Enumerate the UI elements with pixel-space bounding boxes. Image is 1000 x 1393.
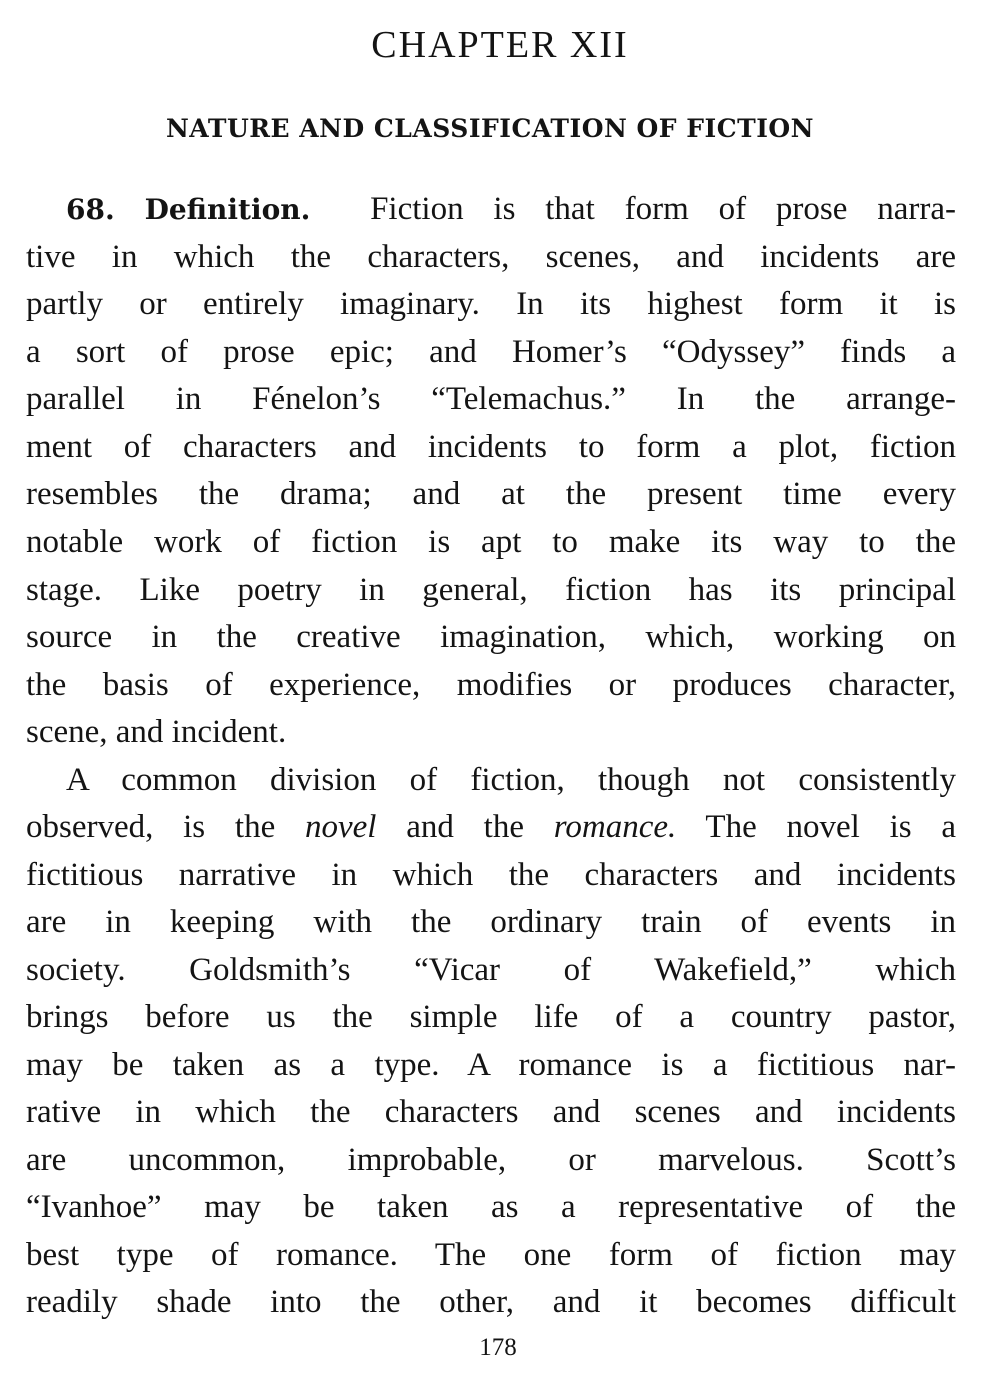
paragraph-2-line: readily shade into the other, and it becomes difficult <box>26 1284 956 1320</box>
paragraph-2-line: may be taken as a type. A romance is a fictitious nar- <box>26 1047 956 1083</box>
chapter-label: CHAPTER XII <box>371 24 629 66</box>
paragraph-1-line <box>66 185 956 233</box>
paragraph-1-line: a sort of prose epic; and Homer’s “Odyssey” finds a <box>26 334 956 370</box>
section-number: 68. <box>66 193 115 226</box>
paragraph-2-line: best type of romance. The one form of fiction may <box>26 1237 956 1273</box>
line-text: Fiction is that form of prose narra- <box>370 191 956 227</box>
paragraph-2-line: brings before us the simple life of a country pastor, <box>26 999 956 1035</box>
term-romance: romance. <box>553 809 677 845</box>
chapter-title: NATURE AND CLASSIFICATION OF FICTION <box>165 114 815 143</box>
term-novel: novel <box>305 809 377 845</box>
paragraph-2-line: fictitious narrative in which the characters and incidents <box>26 857 956 893</box>
paragraph-2-line: are in keeping with the ordinary train of events in <box>26 904 956 940</box>
paragraph-1-line: resembles the drama; and at the present time every <box>26 476 956 512</box>
paragraph-1-line: the basis of experience, modifies or produces character, <box>26 667 956 703</box>
paragraph-1-line: partly or entirely imaginary. In its highest form it is <box>26 286 956 322</box>
paragraph-2-line: are uncommon, improbable, or marvelous. Scott’s <box>26 1142 956 1178</box>
paragraph-2-line: rative in which the characters and scenes and incidents <box>26 1094 956 1130</box>
paragraph-1-line: parallel in Fénelon’s “Telemachus.” In the arrange- <box>26 381 956 417</box>
paragraph-1-line: ment of characters and incidents to form a plot, fiction <box>26 429 956 465</box>
paragraph-2-line <box>26 803 956 851</box>
paragraph-2-line: A common division of fiction, though not consistently <box>66 762 956 798</box>
section-heading: Definition. <box>144 193 311 226</box>
paragraph-1-line: scene, and incident. <box>26 714 287 750</box>
page-number: 178 <box>479 1334 517 1361</box>
line-text: The novel is a <box>676 809 957 845</box>
paragraph-1-line: source in the creative imagination, which, working on <box>26 619 956 655</box>
line-text: and the <box>376 809 554 845</box>
paragraph-1-line: stage. Like poetry in general, fiction has its principal <box>26 572 956 608</box>
paragraph-2-line: “Ivanhoe” may be taken as a representative of the <box>26 1189 956 1225</box>
paragraph-1-line: tive in which the characters, scenes, and incidents are <box>26 239 956 275</box>
paragraph-2-line: society. Goldsmith’s “Vicar of Wakefield,” which <box>26 952 956 988</box>
paragraph-1-line: notable work of fiction is apt to make its way to the <box>26 524 956 560</box>
line-text: observed, is the <box>26 809 306 845</box>
